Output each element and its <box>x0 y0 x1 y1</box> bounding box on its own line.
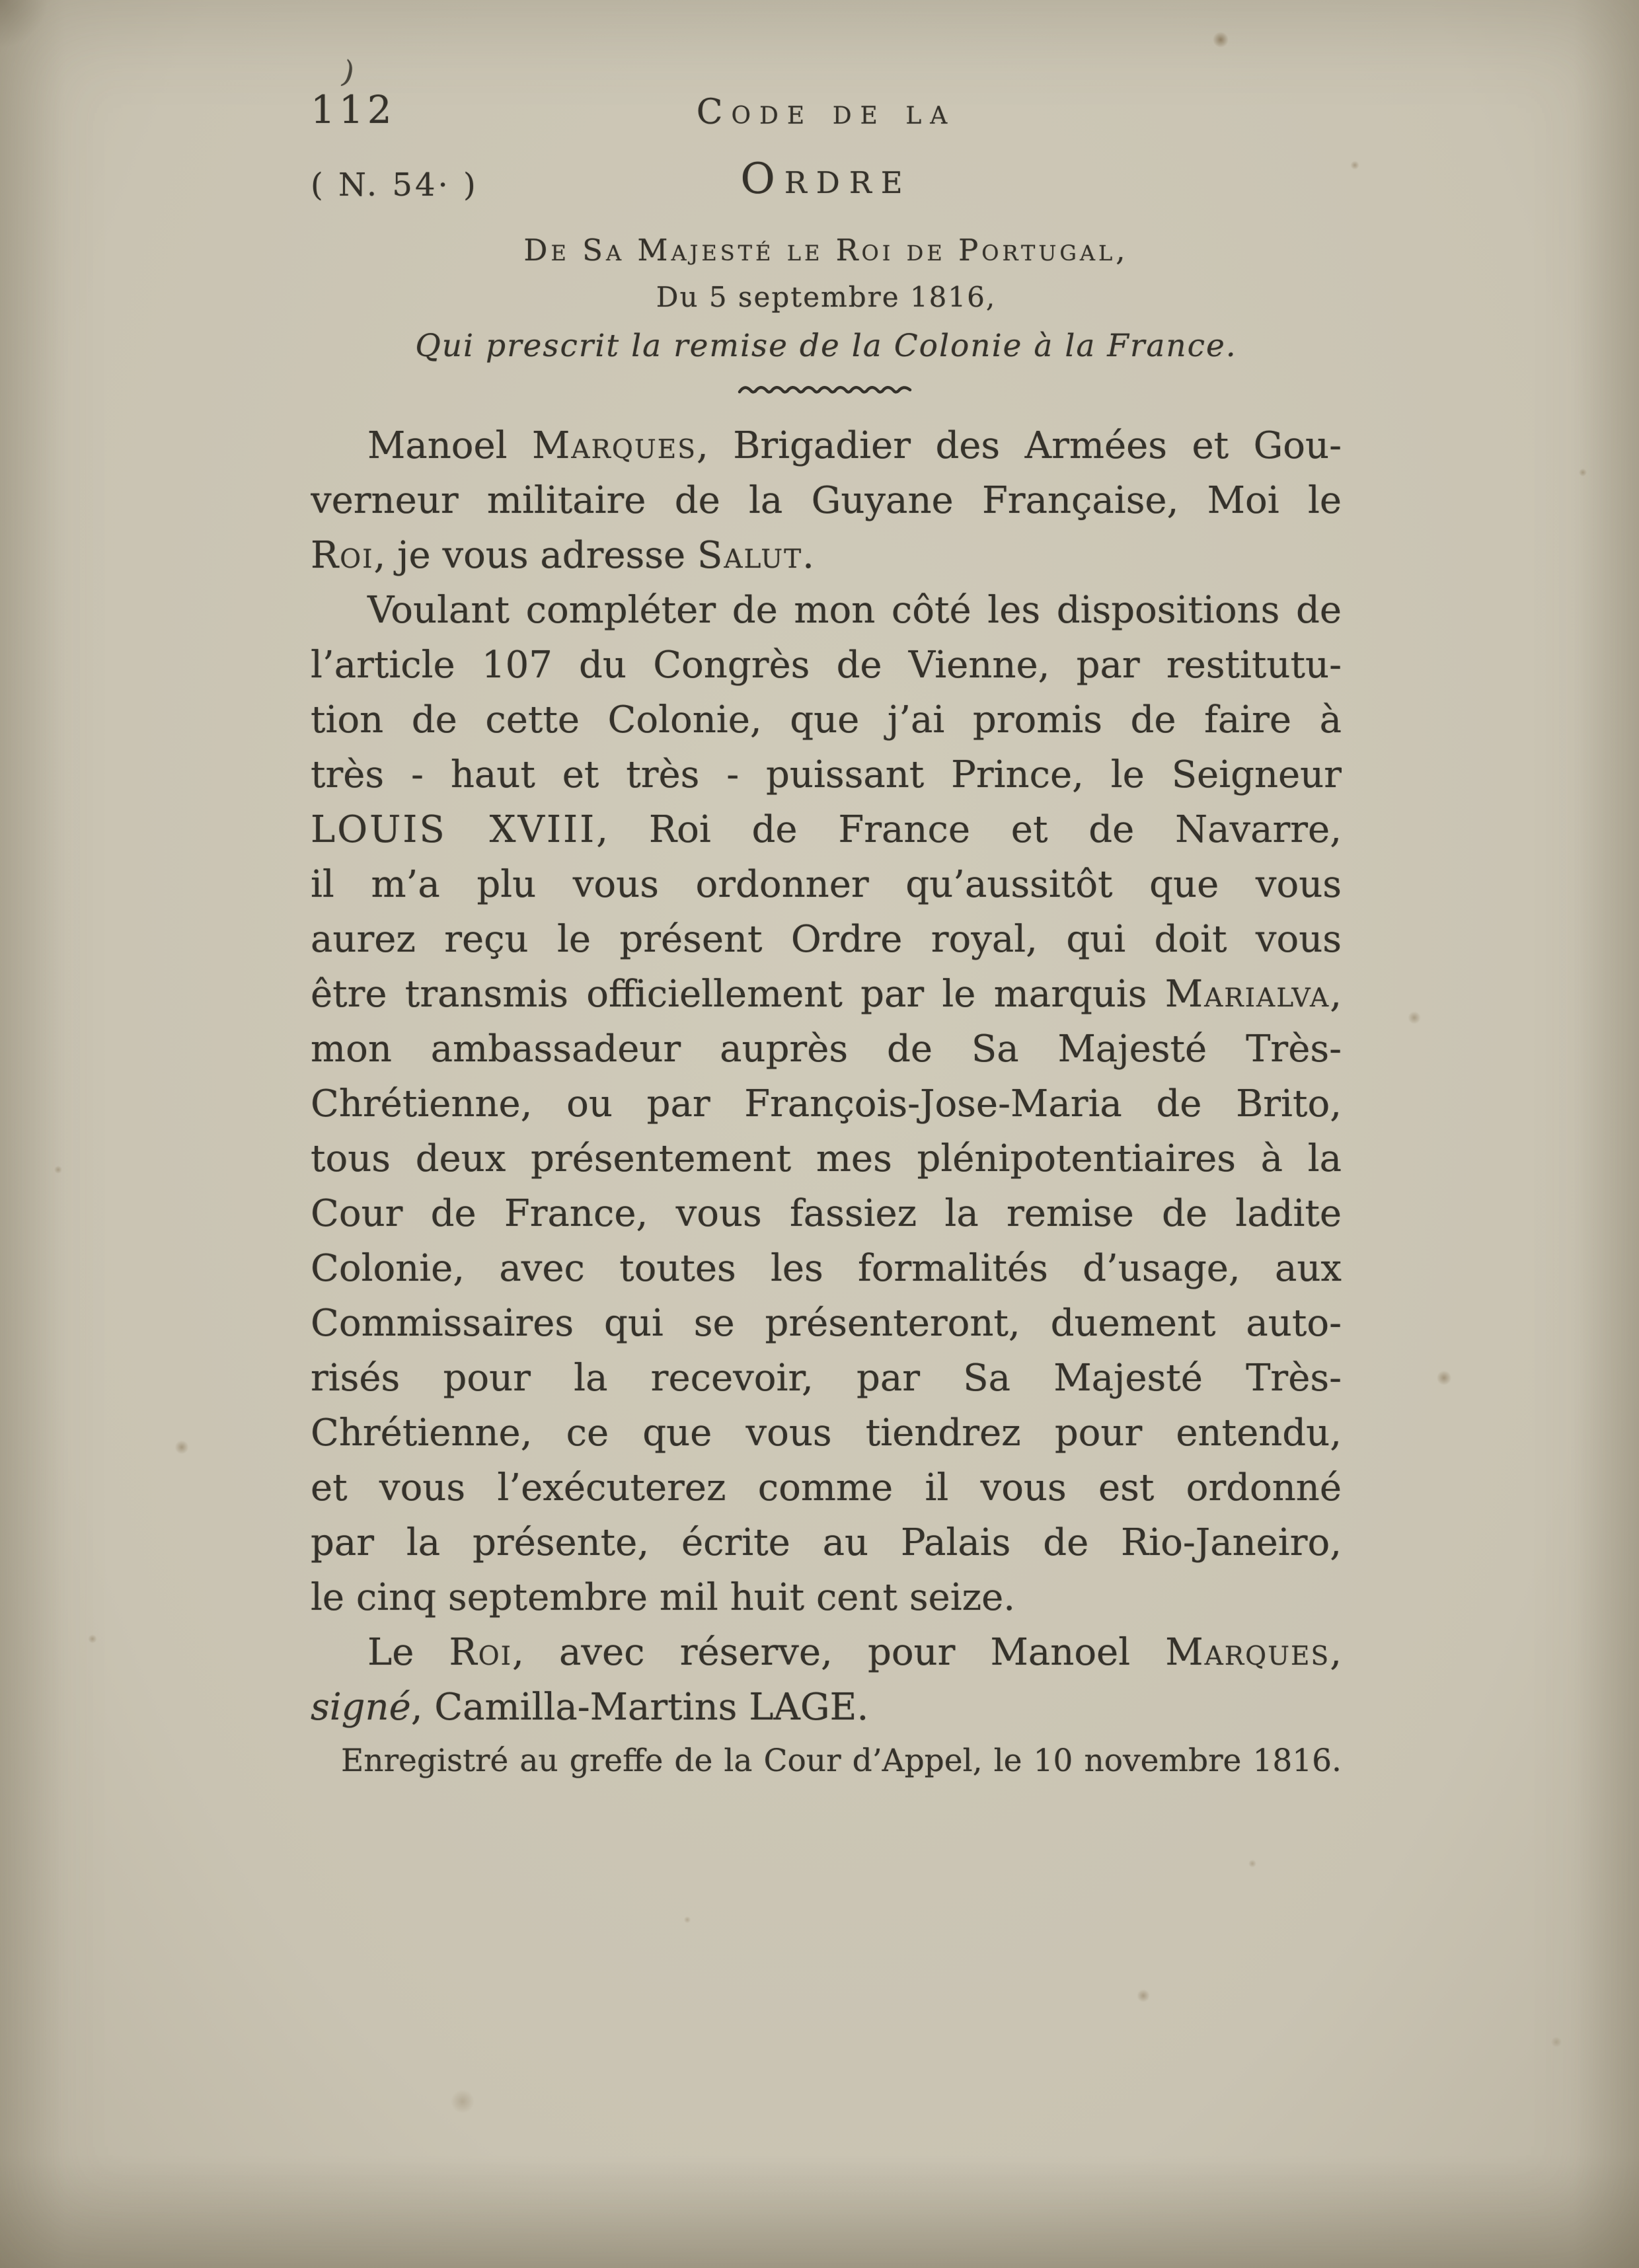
text-run: Roi <box>449 1631 513 1674</box>
text-run: il m’a plu vous ordonner qu’aussitôt que vous <box>311 863 1342 906</box>
text-line <box>311 1625 1342 1680</box>
text-line <box>311 802 1342 857</box>
text-run: , Brigadier des Armées et Gou- <box>696 424 1342 467</box>
text-line <box>311 747 1342 802</box>
document-heading-row <box>311 155 1342 204</box>
text-line <box>311 693 1342 747</box>
text-run: tion de cette Colonie, que j’ai promis de faire à <box>311 699 1342 741</box>
text-run: LOUIS XVIII <box>311 808 597 851</box>
majesty-line: De Sa Majesté le Roi de Portugal, <box>523 233 1129 268</box>
document-number: ( N. 54· ) <box>311 167 478 204</box>
running-title: Code de la <box>696 93 956 132</box>
text-run: aurez reçu le présent Ordre royal, qui doit vous <box>311 918 1342 961</box>
text-run: verneur militaire de la Guyane Française, Moi le <box>311 479 1342 522</box>
text-line <box>311 1022 1342 1077</box>
text-line <box>311 1680 1342 1735</box>
text-run: très - haut et très - puissant Prince, le Seigneur <box>311 753 1342 796</box>
text-run: Commissaires qui se présenteront, duement auto- <box>311 1302 1342 1345</box>
text-run: et vous l’exécuterez comme il vous est ordonné <box>311 1466 1342 1509</box>
page-number: 112 <box>311 87 396 132</box>
text-run: par la présente, écrite au Palais de Rio-Janeiro, <box>311 1521 1342 1564</box>
text-run: Salut <box>697 534 803 577</box>
date-line: Du 5 septembre 1816, <box>656 281 997 313</box>
text-line <box>311 1515 1342 1570</box>
text-line <box>311 912 1342 967</box>
text-line <box>311 638 1342 693</box>
text-line <box>311 1296 1342 1351</box>
text-run: Cour de France, vous fassiez la remise de ladite <box>311 1192 1342 1235</box>
text-line <box>311 857 1342 912</box>
text-run: Chrétienne, ou par François-Jose-Maria de Brito, <box>311 1082 1342 1125</box>
text-run: Chrétienne, ce que vous tiendrez pour entendu, <box>311 1412 1342 1455</box>
text-run: signé <box>311 1686 411 1729</box>
text-run: l’article 107 du Congrès de Vienne, par restitutu- <box>311 644 1342 687</box>
text-run: Enregistré au greffe de la Cour d’Appel, le 10 novembre 1816. <box>341 1743 1342 1779</box>
text-line <box>311 583 1342 638</box>
ink-artifact: ) <box>338 53 359 91</box>
text-line <box>311 1406 1342 1460</box>
text-run: tous deux présentement mes plénipotentiaires à la <box>311 1137 1342 1180</box>
text-run: Manoel <box>367 424 533 467</box>
text-line <box>311 1351 1342 1406</box>
text-run: , <box>1330 973 1342 1016</box>
text-run: Marialva <box>1164 973 1330 1016</box>
text-run: , Camilla-Martins LAGE. <box>410 1686 869 1729</box>
text-run: , je vous adresse <box>373 534 697 577</box>
text-run: le cinq septembre mil huit cent seize. <box>311 1576 1016 1619</box>
document-title: Ordre <box>740 155 912 204</box>
text-run: être transmis officiellement par le marquis <box>311 973 1165 1016</box>
text-line <box>311 1077 1342 1131</box>
text-run: Le <box>367 1631 449 1674</box>
text-line <box>311 528 1342 583</box>
text-run: , Roi de France et de Navarre, <box>596 808 1342 851</box>
subject-line: Qui prescrit la remise de la Colonie à la France. <box>415 328 1237 364</box>
text-line <box>311 1186 1342 1241</box>
text-run: mon ambassadeur auprès de Sa Majesté Très- <box>311 1028 1342 1071</box>
document-body <box>311 418 1342 1788</box>
text-line <box>311 1460 1342 1515</box>
text-line <box>311 1735 1342 1788</box>
text-run: , <box>1330 1631 1342 1674</box>
text-run: . <box>802 534 814 577</box>
text-line <box>311 418 1342 473</box>
text-block <box>311 53 1342 1788</box>
text-line <box>311 967 1342 1022</box>
text-run: risés pour la recevoir, par Sa Majesté Très- <box>311 1357 1342 1400</box>
text-run: Marques <box>1165 1631 1330 1674</box>
separator-squiggle <box>311 381 1342 401</box>
text-run: , avec réserve, pour Manoel <box>512 1631 1166 1674</box>
text-line <box>311 1570 1342 1625</box>
text-run: Colonie, avec toutes les formalités d’usage, aux <box>311 1247 1342 1290</box>
text-line <box>311 1131 1342 1186</box>
page-header <box>311 53 1342 132</box>
text-run: Marques <box>532 424 697 467</box>
text-line <box>311 1241 1342 1296</box>
text-run: Roi <box>311 534 374 577</box>
text-line <box>311 473 1342 528</box>
text-run: Voulant compléter de mon côté les dispositions de <box>367 589 1342 632</box>
